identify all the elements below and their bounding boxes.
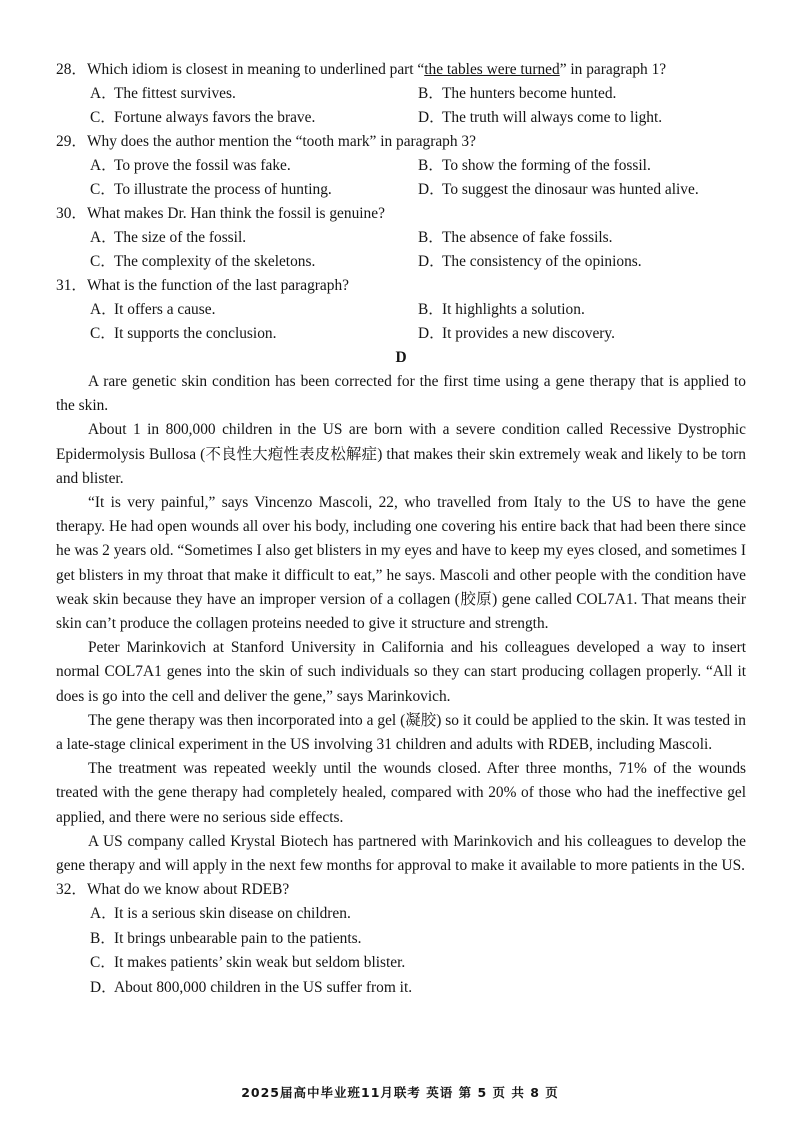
question-text: What is the function of the last paragraph? [87,277,349,294]
option-d[interactable] [418,322,746,346]
option-text: To illustrate the process of hunting. [114,181,332,198]
option-letter: B． [418,85,444,102]
option-text: The fittest survives. [114,85,236,102]
options [56,226,746,274]
option-letter: A． [90,301,117,318]
option-letter: A． [90,157,117,174]
option-text: It highlights a solution. [442,301,585,318]
question-text: Why does the author mention the “tooth mark” in paragraph 3? [87,133,476,150]
option-text: Fortune always favors the brave. [114,109,316,126]
options [56,82,746,130]
option-letter: C． [90,325,116,342]
options [56,902,746,1000]
question-number: 30． [56,205,87,222]
question-stem [56,130,746,154]
option-b[interactable] [90,927,746,952]
passage-paragraph-2: About 1 in 800,000 children in the US are born with a severe condition called Recessive Dystrophic Epidermolysis Bullosa (不良性大疱性表皮松解症) that makes their skin extremely weak and likely to be torn and blister. [56,421,746,487]
passage-paragraph-6: The treatment was repeated weekly until the wounds closed. After three months, 71% of the wounds treated with the gene therapy had completely healed, compared with 20% of those who had the ineffective gel applied, and there were no serious side effects. [56,760,746,826]
question-text: What do we know about RDEB? [87,881,290,899]
option-text: It brings unbearable pain to the patients. [114,929,362,947]
option-text: The consistency of the opinions. [442,253,642,270]
passage-paragraph-4: Peter Marinkovich at Stanford University in California and his colleagues developed a way to insert normal COL7A1 genes into the skin of such individuals so they can start producing collagen properly. “All it does is go into the cell and deliver the gene,” says Marinkovich. [56,639,746,705]
option-a[interactable] [90,902,746,927]
option-text: To prove the fossil was fake. [114,157,291,174]
question-text: What makes Dr. Han think the fossil is genuine? [87,205,385,222]
question-stem [56,878,746,902]
question-number: 31． [56,277,87,294]
option-c[interactable] [90,951,746,976]
option-letter: B． [418,157,444,174]
option-letter: D． [418,109,445,126]
option-letter: C． [90,253,116,270]
passage-paragraph-5: The gene therapy was then incorporated into a gel (凝胶) so it could be applied to the skin. It was tested in a late-stage clinical experiment in the US involving 31 children and adults with RDEB, including Mascoli. [56,711,746,754]
option-text: To suggest the dinosaur was hunted alive. [442,181,699,198]
question-32 [56,878,746,1000]
stem-text-before: Which idiom is closest in meaning to underlined part “ [87,61,425,78]
option-b[interactable] [418,82,746,106]
question-text [87,58,666,82]
option-text: It supports the conclusion. [114,325,277,342]
option-b[interactable] [418,298,746,322]
option-letter: A． [90,85,117,102]
option-a[interactable] [90,82,418,106]
question-30 [56,202,746,274]
option-a[interactable] [90,226,418,250]
option-letter: C． [90,109,116,126]
option-c[interactable] [90,178,418,202]
passage-paragraph-3: “It is very painful,” says Vincenzo Mascoli, 22, who travelled from Italy to the US to have the gene therapy. He had open wounds all over his body, including one covering his entire back that had been there since he was 2 years old. “Sometimes I also get blisters in my eyes and have to keep my eyes closed, and sometimes I get blisters in my throat that make it difficult to eat,” he says. Mascoli and other people with the condition have weak skin because they have an improper version of a collagen (胶原) gene called COL7A1. That means their skin can’t produce the collagen proteins needed to give it structure and strength. [56,494,746,633]
option-a[interactable] [90,298,418,322]
question-stem [56,274,746,298]
option-text: The absence of fake fossils. [442,229,613,246]
underlined-phrase: the tables were turned [424,61,560,78]
option-letter: C． [90,181,116,198]
option-c[interactable] [90,250,418,274]
option-letter: D． [418,181,445,198]
options [56,154,746,202]
option-letter: B． [418,229,444,246]
question-31 [56,274,746,346]
page-footer: 2025届高中毕业班11月联考 英语 第 5 页 共 8 页 [241,1085,559,1100]
option-letter: D． [418,325,445,342]
option-d[interactable] [90,976,746,1001]
question-stem [56,58,746,82]
option-text: To show the forming of the fossil. [442,157,651,174]
option-c[interactable] [90,106,418,130]
stem-text-after: ” in paragraph 1? [559,61,667,78]
option-letter: D． [418,253,445,270]
option-b[interactable] [418,226,746,250]
options [56,298,746,346]
exam-page [56,58,746,1000]
question-28 [56,58,746,130]
reading-passage [56,370,746,878]
option-letter: A． [90,229,117,246]
option-letter: B． [418,301,444,318]
option-text: The complexity of the skeletons. [114,253,316,270]
option-text: It provides a new discovery. [442,325,615,342]
passage-paragraph-7: A US company called Krystal Biotech has partnered with Marinkovich and his colleagues to develop the gene therapy and will apply in the next few months for approval to make it available to more patients in the US. [56,832,746,875]
option-a[interactable] [90,154,418,178]
question-number: 32． [56,881,87,899]
option-text: It makes patients’ skin weak but seldom blister. [114,954,406,972]
option-b[interactable] [418,154,746,178]
question-stem [56,202,746,226]
question-number: 28． [56,61,87,78]
question-29 [56,130,746,202]
option-text: It offers a cause. [114,301,216,318]
option-letter: D． [90,978,117,996]
option-text: About 800,000 children in the US suffer from it. [114,978,413,996]
option-letter: B． [90,929,116,947]
passage-paragraph-1: A rare genetic skin condition has been corrected for the first time using a gene therapy that is applied to the skin. [56,373,746,415]
option-c[interactable] [90,322,418,346]
section-title: D [395,349,407,366]
option-d[interactable] [418,106,746,130]
option-d[interactable] [418,250,746,274]
option-text: It is a serious skin disease on children. [114,905,351,923]
option-letter: C． [90,954,116,972]
option-letter: A． [90,905,117,923]
option-text: The hunters become hunted. [442,85,617,102]
option-text: The size of the fossil. [114,229,247,246]
option-text: The truth will always come to light. [442,109,663,126]
option-d[interactable] [418,178,746,202]
question-number: 29． [56,133,87,150]
